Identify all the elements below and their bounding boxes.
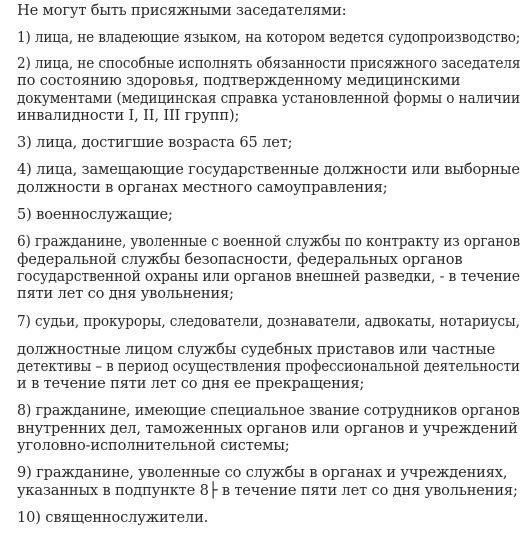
list-item-8-line-3: уголовно-исполнительной системы; [17,437,290,454]
list-item-2-line-3: документами (медицинская справка установленной формы о наличии [17,90,520,107]
list-item-4-line-2: должности в органах местного самоуправления; [17,179,388,196]
document-heading: Не могут быть присяжными заседателями: [17,2,347,19]
list-item-6-line-2: федеральной службы безопасности, федеральных органов [17,251,463,268]
list-item-1-line-1: 1) лица, не владеющие языком, на котором ведется судопроизводство; [17,29,521,46]
list-item-6-line-4: пяти лет со дня увольнения; [17,285,234,302]
list-item-5-line-1: 5) военнослужащие; [17,206,173,223]
list-item-7-continued-line-3: и в течение пяти лет со дня ее прекращения; [17,375,365,392]
list-item-7-continued-line-2: детективы – в период осуществления профессиональной деятельности [17,358,520,375]
list-item-8-line-2: внутренних дел, таможенных органов или органов и учреждений [17,420,518,437]
list-item-9-line-1: 9) гражданине, уволенные со службы в органах и учреждениях, [17,464,508,481]
list-item-2-line-2: по состоянию здоровья, подтвержденному медицинскими [17,72,461,89]
list-item-7-continued-line-1: должностные лицом службы судебных приставов или частные [17,341,496,358]
list-item-10-line-1: 10) священнослужители. [17,509,209,526]
list-item-6-line-3: государственной охраны или органов внешней разведки, - в течение [17,268,520,285]
list-item-2-line-1: 2) лица, не способные исполнять обязанности присяжного заседателя [17,55,521,72]
list-item-4-line-1: 4) лица, замещающие государственные должности или выборные [17,161,520,178]
list-item-3-line-1: 3) лица, достигшие возраста 65 лет; [17,134,293,151]
list-item-7-line-1: 7) судьи, прокуроры, следователи, дознаватели, адвокаты, нотариусы, [17,313,520,330]
list-item-9-line-2: указанных в подпункте 8├ в течение пяти лет со дня увольнения; [17,482,518,499]
list-item-2-line-4: инвалидности I, II, III групп); [17,107,240,124]
list-item-8-line-1: 8) гражданине, имеющие специальное звание сотрудников органов [17,402,520,419]
list-item-6-line-1: 6) гражданине, уволенные с военной службы по контракту из органов [17,233,520,250]
